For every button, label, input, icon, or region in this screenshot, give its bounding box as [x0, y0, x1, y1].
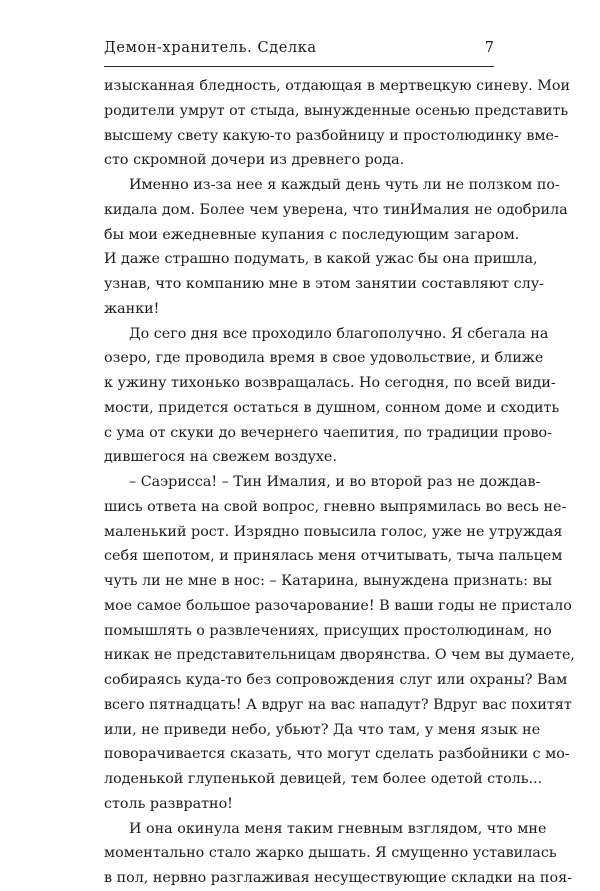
text-line: шись ответа на свой вопрос, гневно выпрямилась во весь не-: [104, 498, 567, 515]
text-line: кидала дом. Более чем уверена, что тинИмалия не одобрила: [104, 201, 568, 218]
text-line: Именно из-за нее я каждый день чуть ли не ползком по-: [129, 177, 560, 193]
text-line: узнав, что компанию мне в этом занятии составляют слу-: [104, 276, 544, 292]
text-line: маленький рост. Изрядно повысила голос, уже не утруждая: [104, 523, 563, 540]
text-line: дившегося на свежем воздухе.: [104, 449, 337, 466]
paragraph: [104, 817, 572, 891]
text-line: бы мои ежедневные купания с последующим загаром.: [104, 226, 520, 243]
text-line: озеро, где проводила время в свое удовольствие, и ближе: [104, 350, 544, 367]
paragraph: [104, 173, 568, 322]
text-line: мое самое большое разочарование! В ваши годы не пристало: [104, 597, 572, 614]
text-line: собираясь куда-то без сопровождения слуг или охраны? Вам: [104, 672, 568, 688]
text-line: До сего дня все проходило благополучно. Я сбегала на: [129, 325, 549, 342]
text-line: И даже страшно подумать, в какой ужас бы она пришла,: [104, 251, 538, 268]
text-line: помышлять о развлечениях, присущих простолюдинам, но: [104, 622, 552, 639]
paragraph: [104, 74, 570, 173]
header-rule: [104, 66, 494, 67]
text-line: столь развратно!: [104, 795, 233, 812]
body-text: [104, 74, 575, 891]
text-line: И она окинула меня таким гневным взглядом, что мне: [129, 820, 547, 837]
text-line: лоденькой глупенькой девицей, тем более одетой столь...: [104, 771, 543, 787]
paragraph: [104, 470, 575, 817]
text-line: изысканная бледность, отдающая в мертвецкую синеву. Мои: [104, 78, 570, 94]
text-line: чуть ли не мне в нос: – Катарина, вынуждена признать: вы: [104, 573, 553, 589]
running-title: Демон-хранитель. Сделка: [104, 40, 317, 56]
text-line: с ума от скуки до вечернего чаепития, по традиции прово-: [104, 424, 552, 441]
text-line: в пол, нервно разглаживая несуществующие складки на поя-: [104, 870, 572, 886]
text-line: никак не представительницам дворянства. О чем вы думаете,: [104, 647, 575, 664]
text-line: высшему свету какую-то разбойницу и простолюдинку вме-: [104, 127, 559, 144]
text-line: к ужину тихонько возвращалась. Но сегодня, по всей види-: [104, 375, 556, 391]
text-line: – Саэрисса! – Тин Ималия, и во второй раз не дождав-: [129, 474, 541, 490]
text-line: сто скромной дочери из древнего рода.: [104, 152, 405, 169]
page-number: 7: [484, 40, 494, 56]
text-line: мости, придется остаться в душном, сонном доме и сходить: [104, 399, 560, 416]
text-line: родители умрут от стыда, вынужденные осенью представить: [104, 102, 569, 119]
text-line: себя шепотом, и принялась меня отчитывать, тыча пальцем: [104, 548, 563, 565]
text-line: поворачивается сказать, что могут сделать разбойники с мо-: [104, 746, 570, 763]
text-line: или, не приведи небо, убьют? Да что там, у меня язык не: [104, 721, 541, 738]
running-head: [104, 40, 494, 60]
text-line: всего пятнадцать! А вдруг на вас нападут? Вдруг вас похитят: [104, 696, 572, 713]
text-line: жанки!: [104, 300, 160, 317]
paragraph: [104, 322, 560, 471]
text-line: моментально стало жарко дышать. Я смущенно уставилась: [104, 845, 557, 862]
